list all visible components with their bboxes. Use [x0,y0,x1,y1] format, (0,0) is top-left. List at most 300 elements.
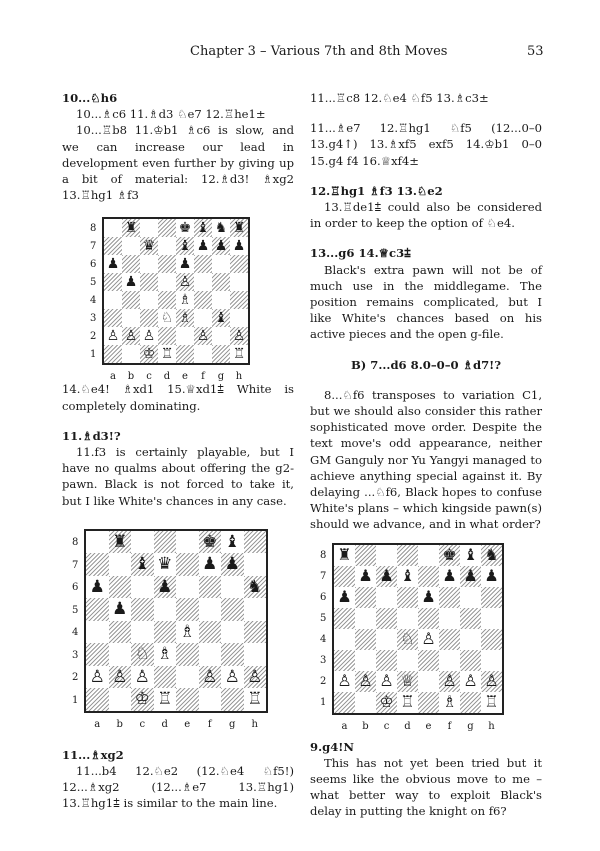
black-pawn-icon: ♟ [89,576,105,597]
board-square [104,273,122,291]
white-pawn-icon: ♙ [124,328,138,345]
board-square [86,666,109,689]
board-square [230,255,248,273]
board-square [481,629,502,650]
black-pawn-icon: ♟ [124,274,138,291]
chess-diagram [62,523,294,737]
black-knight-icon: ♞ [247,576,263,597]
paragraph: 10...♖b8 11.♔b1 ♗c6 is slow, and we can increase our lead in development even further by giving up a bit of material: 12.♗d3! ♗xg2 13.♖hg1 ♗f3 [62,123,294,203]
file-label: a [94,718,101,730]
board-square [86,553,109,576]
board-square [154,688,177,711]
file-label: e [425,720,432,732]
black-bishop-icon: ♝ [224,531,240,552]
move-heading: 13...g6 14.♕c3⩲ [310,246,411,261]
board-square [86,621,109,644]
board-square [244,688,267,711]
page-number: 53 [527,44,544,59]
white-rook-icon: ♖ [400,692,415,712]
black-bishop-icon: ♝ [400,566,415,586]
board-square [154,621,177,644]
file-label: f [447,720,452,732]
board-square [194,291,212,309]
move-heading: 11.♗d3!? [62,428,121,443]
board-square [460,545,481,566]
board-square [199,621,222,644]
board-square [109,598,132,621]
board-square [158,219,176,237]
black-pawn-icon: ♟ [442,566,457,586]
board-square [418,671,439,692]
white-king-icon: ♔ [134,689,150,710]
board-square [109,553,132,576]
board-square [355,545,376,566]
board-square [221,666,244,689]
board-frame [332,543,504,715]
board-square [86,643,109,666]
board-square [355,566,376,587]
board-square [230,273,248,291]
board-square [212,345,230,363]
board-square [460,566,481,587]
board-square [439,545,460,566]
board-square [418,629,439,650]
right-column [310,90,542,820]
board-square [397,608,418,629]
black-pawn-icon: ♟ [224,554,240,575]
black-pawn-icon: ♟ [106,256,120,273]
board-square [334,692,355,713]
board-square [355,650,376,671]
section-heading: B) 7...d6 8.0–0–0 ♗d7!? [350,357,502,372]
black-pawn-icon: ♟ [214,238,228,255]
board-square [109,666,132,689]
board-square [131,576,154,599]
board-square [140,327,158,345]
board-square [418,692,439,713]
left-column [62,90,294,812]
board-square [199,598,222,621]
board-square [140,291,158,309]
board-square [194,237,212,255]
white-bishop-icon: ♗ [442,692,457,712]
file-label: b [127,371,135,383]
board-square [176,345,194,363]
white-rook-icon: ♖ [160,346,174,363]
white-rook-icon: ♖ [247,689,263,710]
white-pawn-icon: ♙ [178,274,192,291]
board-square [194,273,212,291]
board-square [199,531,222,554]
rank-label: 3 [72,649,79,661]
board-square [212,255,230,273]
rank-label: 6 [90,259,97,271]
file-label: a [341,720,348,732]
file-label: g [467,720,474,732]
board-square [439,566,460,587]
board-square [140,273,158,291]
board-square [376,587,397,608]
board-square [212,237,230,255]
white-pawn-icon: ♙ [421,629,436,649]
board-square [230,345,248,363]
move-heading: 10...♘h6 [62,91,118,105]
line: 11...♗e7 12.♖hg1 ♘f5 (12...0–0 13.g4↑) 13.♗xf5 exf5 14.♔b1 0–0 15.g4 f4 16.♕xf4± [310,121,542,168]
board-square [158,237,176,255]
black-pawn-icon: ♟ [112,599,128,620]
board-square [334,587,355,608]
board-square [418,587,439,608]
board-square [376,608,397,629]
page-header [0,44,600,64]
board-square [158,273,176,291]
board-square [355,692,376,713]
rank-label: 3 [320,655,327,667]
black-rook-icon: ♜ [232,220,246,237]
file-label: h [235,371,243,383]
board-square [131,643,154,666]
file-label: c [383,720,390,732]
board-square [481,587,502,608]
board-square [158,291,176,309]
board-square [176,255,194,273]
board-square [376,629,397,650]
rank-label: 5 [320,613,327,625]
chess-diagram [310,541,542,737]
black-king-icon: ♚ [178,220,192,237]
paragraph: Black's extra pawn will not be of much use in the middlegame. The position remains complicated, but I like White's chances based on his active pieces and the open g-file. [310,262,542,342]
rank-label: 2 [72,672,79,684]
paragraph: This has not yet been tried but it seems like the obvious move to me – what better way to exploit Black's delay in putting the knight on f6? [310,755,542,819]
file-label: f [207,718,212,730]
board-square [176,643,199,666]
board-square [244,553,267,576]
paragraph: 11...b4 12.♘e2 (12.♘e4 ♘f5!) 12...♗xg2 (12...♗e7 13.♖hg1) 13.♖hg1⩲ is similar to the main line. [62,764,294,811]
board-square [481,608,502,629]
black-knight-icon: ♞ [214,220,228,237]
black-pawn-icon: ♟ [202,554,218,575]
board-square [86,598,109,621]
board-square [244,531,267,554]
board-square [460,692,481,713]
board-square [212,273,230,291]
white-pawn-icon: ♙ [142,328,156,345]
board-square [86,576,109,599]
white-pawn-icon: ♙ [442,671,457,691]
board-square [122,219,140,237]
rank-label: 8 [320,550,327,562]
board-square [221,643,244,666]
black-pawn-icon: ♟ [463,566,478,586]
board-square [376,566,397,587]
black-pawn-icon: ♟ [232,238,246,255]
board-square [212,309,230,327]
white-pawn-icon: ♙ [134,666,150,687]
board-square [194,219,212,237]
white-pawn-icon: ♙ [202,666,218,687]
black-knight-icon: ♞ [484,545,499,565]
white-pawn-icon: ♙ [224,666,240,687]
board-square [481,545,502,566]
rank-label: 3 [90,313,97,325]
black-queen-icon: ♛ [142,238,156,255]
white-queen-icon: ♕ [400,671,415,691]
black-pawn-icon: ♟ [421,587,436,607]
board-square [140,309,158,327]
white-pawn-icon: ♙ [484,671,499,691]
board-frame [84,529,268,713]
white-rook-icon: ♖ [484,692,499,712]
white-king-icon: ♔ [379,692,394,712]
rank-label: 8 [90,223,97,235]
board-square [221,688,244,711]
board-square [221,621,244,644]
board-square [176,598,199,621]
black-bishop-icon: ♝ [196,220,210,237]
board-square [418,545,439,566]
board-square [199,553,222,576]
board-square [439,608,460,629]
board-square [460,650,481,671]
board-square [104,291,122,309]
white-pawn-icon: ♙ [112,666,128,687]
rank-label: 6 [72,582,79,594]
board-square [104,327,122,345]
paragraph: 8...♘f6 transposes to variation C1, but we should also consider this rather sophisticated move order. Despite the text move's odd appearance, neither GM Ganguly nor Yu Yangyi managed to achieve anything special against it. By delaying ...♘f6, Black hopes to confuse White's plans – which kingside pawn(s) should we advance, and in what order? [310,387,542,532]
board-square [154,666,177,689]
board-square [194,309,212,327]
board-square [154,553,177,576]
board-square [122,309,140,327]
board-square [397,566,418,587]
white-bishop-icon: ♗ [178,310,192,327]
board-square [481,671,502,692]
board-frame [102,217,250,365]
board-square [131,553,154,576]
black-pawn-icon: ♟ [379,566,394,586]
board-square [244,576,267,599]
white-pawn-icon: ♙ [232,328,246,345]
board-square [131,688,154,711]
board-square [397,671,418,692]
chess-diagram [62,211,294,381]
board-square [122,345,140,363]
board-square [355,608,376,629]
board-square [199,576,222,599]
rank-label: 1 [320,697,327,709]
board-square [439,650,460,671]
board-square [199,643,222,666]
white-knight-icon: ♘ [160,310,174,327]
board-square [439,587,460,608]
board-square [109,531,132,554]
file-label: c [146,371,152,383]
board-square [154,576,177,599]
board-square [176,688,199,711]
paragraph: 14.♘e4! ♗xd1 15.♕xd1⩲ White is completely dominating. [62,382,294,413]
board-square [176,621,199,644]
board-square [140,219,158,237]
board-square [176,666,199,689]
board-square [131,666,154,689]
move-heading: 12.♖hg1 ♗f3 13.♘e2 [310,183,443,198]
board-square [194,255,212,273]
rank-label: 4 [320,634,327,646]
black-pawn-icon: ♟ [157,576,173,597]
white-pawn-icon: ♙ [463,671,478,691]
board-square [334,608,355,629]
board-square [230,219,248,237]
board-square [355,629,376,650]
board-square [376,545,397,566]
line: 10...♗c6 11.♗d3 ♘e7 12.♖he1± [76,107,266,122]
file-label: a [110,371,116,383]
rank-label: 7 [90,241,97,253]
chapter-title: Chapter 3 – Various 7th and 8th Moves [190,44,448,59]
black-king-icon: ♚ [202,531,218,552]
board-square [244,666,267,689]
board-square [376,692,397,713]
board-square [131,621,154,644]
rank-label: 1 [90,349,97,361]
board-square [158,327,176,345]
board-square [355,671,376,692]
file-label: b [116,718,123,730]
black-pawn-icon: ♟ [337,587,352,607]
board-square [158,255,176,273]
rank-label: 1 [72,694,79,706]
board-square [221,531,244,554]
board-square [397,692,418,713]
white-rook-icon: ♖ [157,689,173,710]
black-pawn-icon: ♟ [358,566,373,586]
black-rook-icon: ♜ [112,531,128,552]
file-label: b [362,720,369,732]
board-square [481,566,502,587]
rank-label: 5 [72,604,79,616]
board-square [334,545,355,566]
black-bishop-icon: ♝ [178,238,192,255]
board-square [158,309,176,327]
board-square [460,608,481,629]
white-pawn-icon: ♙ [106,328,120,345]
white-knight-icon: ♘ [134,644,150,665]
white-king-icon: ♔ [142,346,156,363]
white-knight-icon: ♘ [400,629,415,649]
board-square [131,598,154,621]
board-square [439,692,460,713]
board-square [230,237,248,255]
board-square [460,587,481,608]
board-square [212,327,230,345]
board-square [194,345,212,363]
white-pawn-icon: ♙ [89,666,105,687]
board-square [221,553,244,576]
file-label: e [182,371,188,383]
board-square [230,291,248,309]
file-label: c [139,718,146,730]
board-square [376,671,397,692]
board-square [199,688,222,711]
white-rook-icon: ♖ [232,346,246,363]
rank-label: 2 [320,676,327,688]
board-square [481,692,502,713]
black-queen-icon: ♛ [157,554,173,575]
line: 11...♖c8 12.♘e4 ♘f5 13.♗c3± [310,91,489,105]
file-label: g [229,718,236,730]
board-square [109,576,132,599]
black-pawn-icon: ♟ [484,566,499,586]
file-label: d [163,371,171,383]
paragraph: 11.f3 is certainly playable, but I have no qualms about offering the g2-pawn. Black is not forced to take it, but I like White's chances in any case. [62,445,294,508]
rank-label: 8 [72,537,79,549]
rank-label: 4 [72,627,79,639]
board-square [122,327,140,345]
white-bishop-icon: ♗ [157,644,173,665]
board-square [176,309,194,327]
rank-label: 5 [90,277,97,289]
board-square [418,650,439,671]
rank-label: 7 [320,571,327,583]
board-square [104,237,122,255]
board-square [418,608,439,629]
board-square [176,237,194,255]
board-square [158,345,176,363]
file-label: g [217,371,225,383]
rank-label: 2 [90,331,97,343]
board-square [176,553,199,576]
board-square [104,219,122,237]
board-square [154,531,177,554]
board-square [176,273,194,291]
white-bishop-icon: ♗ [178,292,192,309]
board-square [154,598,177,621]
board-square [176,531,199,554]
black-rook-icon: ♜ [124,220,138,237]
black-king-icon: ♚ [442,545,457,565]
board-square [109,643,132,666]
board-square [230,309,248,327]
black-pawn-icon: ♟ [196,238,210,255]
board-square [334,629,355,650]
file-label: h [488,720,495,732]
board-square [244,643,267,666]
board-square [334,671,355,692]
board-square [140,255,158,273]
black-pawn-icon: ♟ [178,256,192,273]
rank-label: 4 [90,295,97,307]
board-square [460,629,481,650]
white-pawn-icon: ♙ [247,666,263,687]
black-bishop-icon: ♝ [463,545,478,565]
board-square [221,576,244,599]
board-square [397,629,418,650]
board-square [397,650,418,671]
file-label: e [184,718,191,730]
board-square [176,291,194,309]
board-square [221,598,244,621]
rank-label: 6 [320,592,327,604]
rank-label: 7 [72,559,79,571]
black-rook-icon: ♜ [337,545,352,565]
board-square [122,273,140,291]
black-bishop-icon: ♝ [134,554,150,575]
file-label: d [161,718,168,730]
board-square [439,671,460,692]
board-square [212,291,230,309]
board-square [176,219,194,237]
paragraph: 13.♖de1⩲ could also be considered in order to keep the option of ♘e4. [310,200,542,231]
